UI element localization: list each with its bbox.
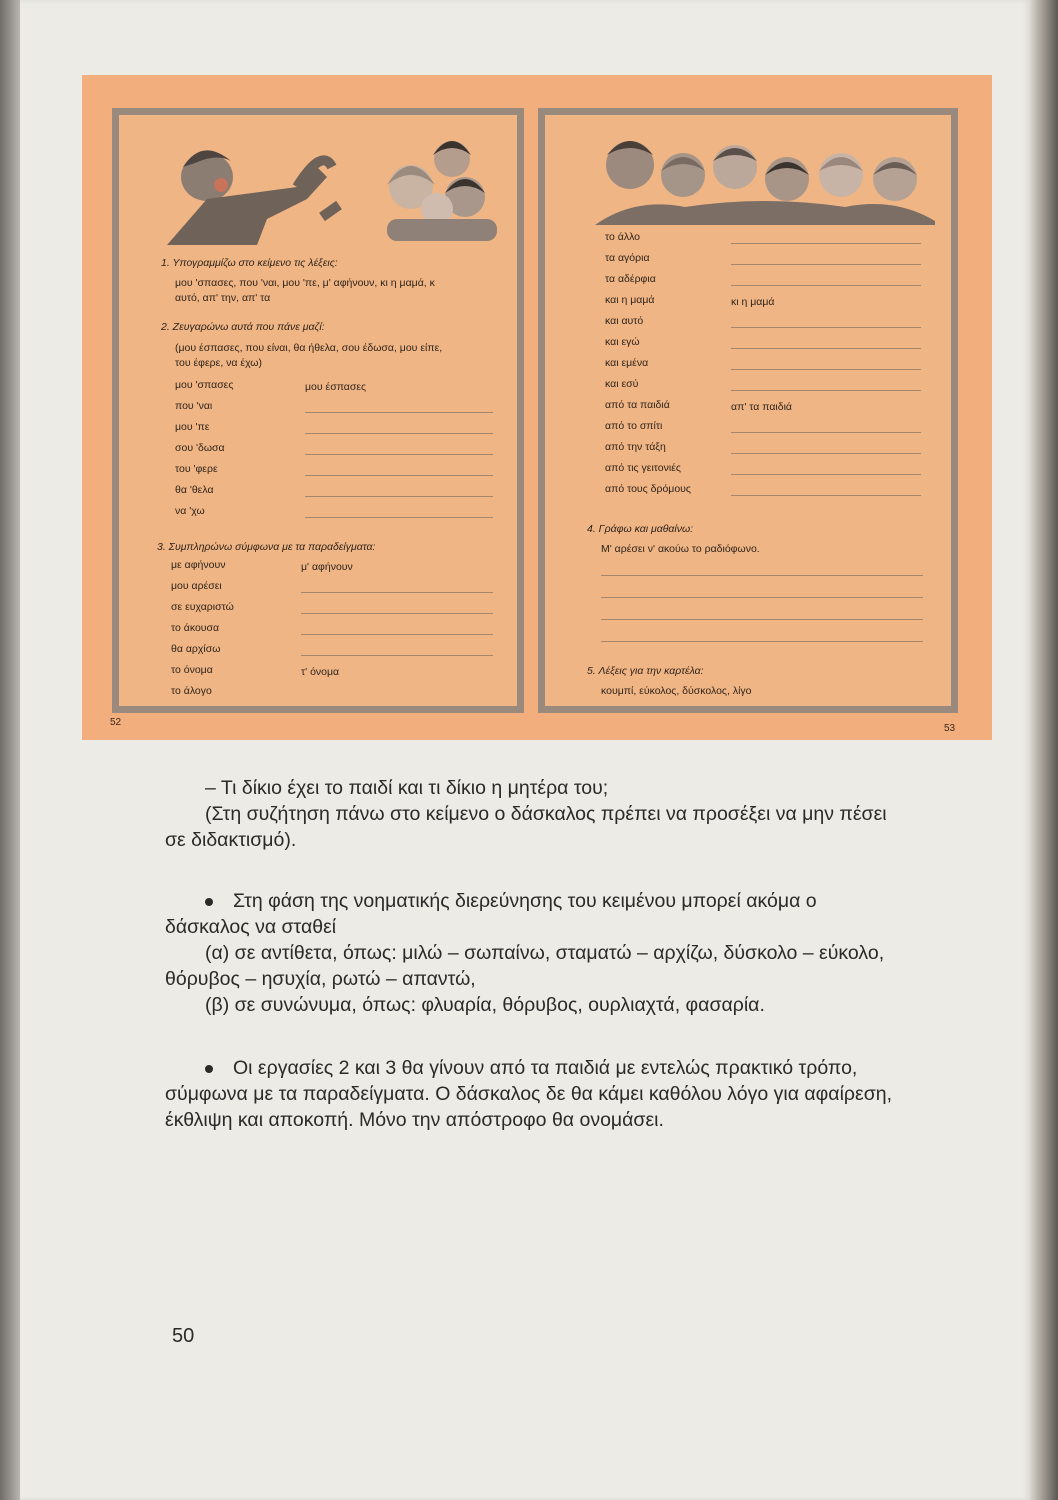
- ex3-row-left: το άλογο: [171, 685, 212, 697]
- bullet1-synonyms: (β) σε συνώνυμα, όπως: φλυαρία, θόρυβος, ουρλιαχτά, φασαρία.: [205, 994, 765, 1016]
- right-row-left: τα αγόρια: [605, 252, 650, 264]
- answer-line: [731, 327, 921, 328]
- answer-line: [305, 412, 493, 413]
- right-row-left: και η μαμά: [605, 294, 655, 306]
- ex2-row-left: σου 'δωσα: [175, 442, 225, 454]
- question-line: – Τι δίκιο έχει το παιδί και τι δίκιο η μητέρα του;: [205, 777, 609, 799]
- ex2-row-left: θα 'θελα: [175, 484, 214, 496]
- bullet-paragraph-2: [165, 1055, 893, 1133]
- answer-line: [731, 348, 921, 349]
- group-of-children-illustration: [595, 125, 935, 225]
- ex1-text-line2: αυτό, απ' την, απ' τα: [175, 292, 271, 304]
- answer-line: [731, 474, 921, 475]
- ex3-row-left: σε ευχαριστώ: [171, 601, 234, 613]
- teacher-and-children-illustration: [147, 127, 507, 247]
- bullet-icon: [205, 1065, 213, 1073]
- answer-line: [305, 433, 493, 434]
- bullet-icon: [205, 898, 213, 906]
- right-row-left: και εμένα: [605, 357, 649, 369]
- answer-line: [601, 641, 923, 642]
- page-edge-stack: [1030, 0, 1058, 1500]
- answer-line: [601, 597, 923, 598]
- answer-line: [731, 243, 921, 244]
- ex2-row-right: μου έσπασες: [305, 381, 367, 393]
- answer-line: [305, 475, 493, 476]
- ex2-title: 2. Ζευγαρώνω αυτά που πάνε μαζί:: [161, 321, 325, 333]
- answer-line: [731, 285, 921, 286]
- workbook-right-page: [538, 108, 958, 713]
- page-number: 50: [172, 1325, 195, 1347]
- right-row-left: από την τάξη: [605, 441, 666, 453]
- workbook-left-page-number: 52: [110, 717, 122, 728]
- answer-line: [731, 390, 921, 391]
- ex4-text: Μ' αρέσει ν' ακούω το ραδιόφωνο.: [601, 543, 760, 555]
- answer-line: [305, 517, 493, 518]
- workbook-photo: [82, 75, 992, 740]
- ex2-row-left: που 'ναι: [175, 400, 213, 412]
- ex1-text-line1: μου 'σπασες, που 'ναι, μου 'πε, μ' αφήνουν, κι η μαμά, κ: [175, 277, 435, 289]
- ex3-row-right: μ' αφήνουν: [301, 561, 353, 573]
- right-row-left: από το σπίτι: [605, 420, 663, 432]
- ex5-text: κουμπί, εύκολος, δύσκολος, λίγο: [601, 685, 752, 697]
- workbook-right-page-number: 53: [944, 723, 956, 734]
- ex3-title: 3. Συμπληρώνω σύμφωνα με τα παραδείγματα:: [157, 541, 376, 553]
- answer-line: [305, 496, 493, 497]
- workbook-left-page: [112, 108, 524, 713]
- answer-line: [731, 264, 921, 265]
- ex2-hint-line1: (μου έσπασες, που είναι, θα ήθελα, σου έδωσα, μου είπε,: [175, 342, 443, 354]
- teacher-note: (Στη συζήτηση πάνω στο κείμενο ο δάσκαλος πρέπει να προσέξει να μην πέσει σε διδακτισμό).: [165, 803, 887, 851]
- ex2-row-left: μου 'πε: [175, 421, 210, 433]
- answer-line: [601, 575, 923, 576]
- right-row-left: το άλλο: [605, 231, 641, 243]
- ex3-row-left: μου αρέσει: [171, 580, 222, 592]
- book-gutter: [0, 0, 20, 1500]
- ex3-row-left: θα αρχίσω: [171, 643, 221, 655]
- right-row-left: από τις γειτονιές: [605, 462, 681, 474]
- answer-line: [731, 432, 921, 433]
- ex3-row-left: με αφήνουν: [171, 559, 226, 571]
- ex3-row-right: τ' όνομα: [301, 666, 340, 678]
- right-row-left: τα αδέρφια: [605, 273, 656, 285]
- answer-line: [731, 369, 921, 370]
- ex3-row-left: το άκουσα: [171, 622, 220, 634]
- discussion-section: [165, 775, 893, 853]
- answer-line: [305, 454, 493, 455]
- answer-line: [301, 613, 493, 614]
- ex2-row-left: μου 'σπασες: [175, 379, 234, 391]
- ex1-title: 1. Υπογραμμίζω στο κείμενο τις λέξεις:: [161, 257, 338, 269]
- ex5-title: 5. Λέξεις για την καρτέλα:: [587, 665, 704, 677]
- bullet-section-2: [165, 1055, 893, 1133]
- answer-line: [301, 655, 493, 656]
- bullet2-text: Οι εργασίες 2 και 3 θα γίνουν από τα παιδιά με εντελώς πρακτικό τρόπο, σύμφωνα με τα παραδείγματα. Ο δάσκαλος δε θα κάμει καθόλου λόγο για αφαίρεση, έκθλιψη και αποκοπή. Μόνο την απόστροφο θα ονομάσει.: [165, 1057, 892, 1131]
- answer-line: [731, 453, 921, 454]
- answer-line: [301, 634, 493, 635]
- ex2-row-left: του 'φερε: [175, 463, 218, 475]
- right-row-right: απ' τα παιδιά: [731, 401, 792, 413]
- right-row-left: και εγώ: [605, 336, 640, 348]
- ex2-hint-line2: του έφερε, να έχω): [175, 357, 262, 369]
- right-row-left: από τα παιδιά: [605, 399, 670, 411]
- ex3-row-left: το όνομα: [171, 664, 213, 676]
- ex4-title: 4. Γράφω και μαθαίνω:: [587, 523, 694, 535]
- right-row-right: κι η μαμά: [731, 296, 775, 308]
- right-row-left: και αυτό: [605, 315, 644, 327]
- answer-line: [731, 495, 921, 496]
- ex2-row-left: να 'χω: [175, 505, 205, 517]
- bullet1-intro: Στη φάση της νοηματικής διερεύνησης του κειμένου μπορεί ακόμα ο δάσκαλος να σταθεί: [165, 890, 817, 938]
- bullet1-antonyms: (α) σε αντίθετα, όπως: μιλώ – σωπαίνω, σταματώ – αρχίζω, δύσκολο – εύκολο, θόρυβος – ησυχία, ρωτώ – απαντώ,: [165, 942, 885, 990]
- right-row-left: από τους δρόμους: [605, 483, 691, 495]
- right-row-left: και εσύ: [605, 378, 639, 390]
- bullet-paragraph-1: [165, 888, 893, 940]
- bullet-section-1: [165, 888, 893, 1018]
- answer-line: [601, 619, 923, 620]
- answer-line: [301, 592, 493, 593]
